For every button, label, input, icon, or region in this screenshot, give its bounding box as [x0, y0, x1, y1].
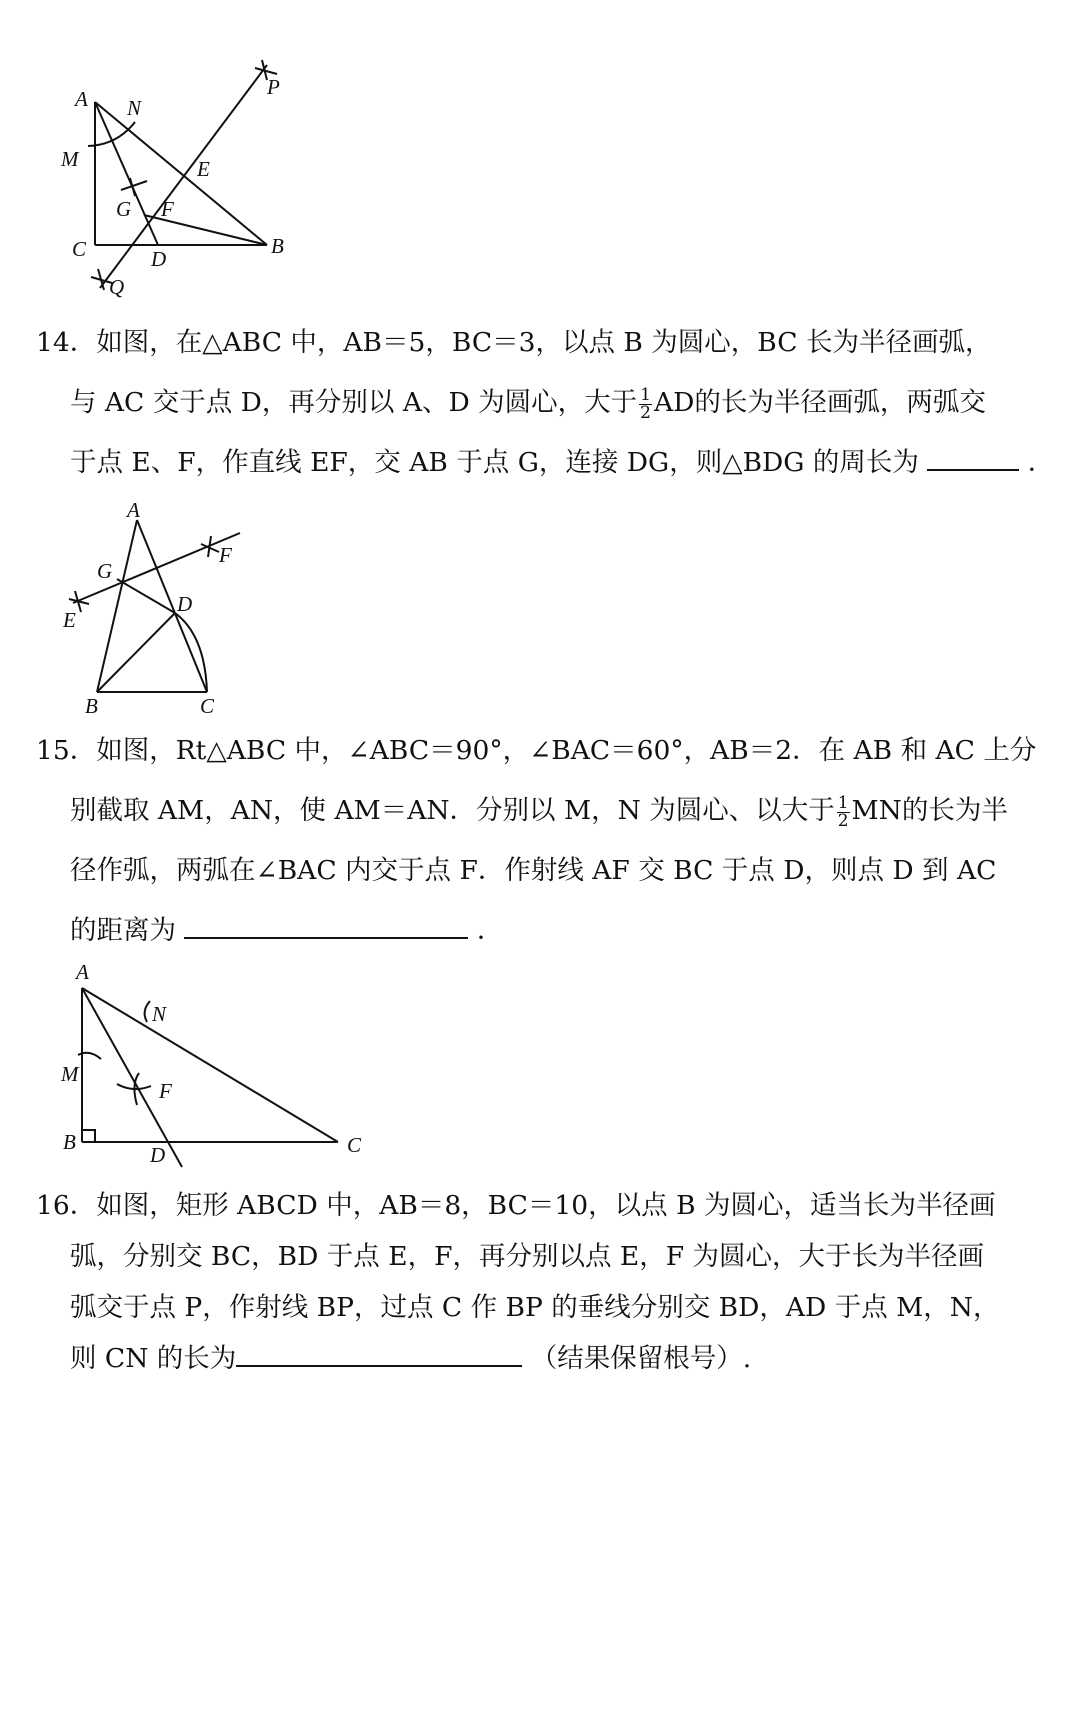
q16-text-3: 弧交于点 P，作射线 BP，过点 C 作 BP 的垂线分别交 BD，AD 于点 M，N， — [70, 1292, 1000, 1323]
q14-line3 — [36, 433, 1055, 493]
label-f: F — [161, 197, 174, 221]
q16-answer-blank[interactable] — [236, 1337, 522, 1367]
q14-answer-blank[interactable] — [927, 441, 1019, 471]
segment-ac — [137, 520, 207, 692]
label-d: D — [150, 1143, 166, 1167]
ray-af — [82, 988, 182, 1167]
q14-text-1: 如图，在△ABC 中，AB＝5，BC＝3，以点 B 为圆心，BC 长为半径画弧， — [96, 327, 992, 358]
segment-gd — [117, 579, 175, 613]
q16-number: 16． — [36, 1190, 97, 1221]
q15-frac-den: 2 — [837, 810, 849, 831]
segment-bd — [97, 613, 175, 692]
q14-frac-den: 2 — [640, 402, 651, 423]
label-p: P — [267, 75, 280, 99]
segment-ad — [95, 102, 158, 245]
q14-line1 — [36, 313, 1044, 373]
question-15 — [36, 721, 1044, 961]
line-pq — [100, 65, 267, 288]
figure-q14 — [55, 495, 255, 725]
segment-ab — [97, 520, 137, 692]
q14-text-2a: 与 AC 交于点 D，再分别以 A、D 为圆心，大于 — [70, 387, 638, 418]
q16-line2 — [36, 1231, 1044, 1282]
label-b: B — [271, 234, 284, 258]
q15-answer-blank[interactable] — [184, 909, 468, 939]
label-m: M — [61, 147, 79, 171]
label-d: D — [151, 247, 167, 271]
q15-number: 15． — [36, 735, 97, 766]
q14-line2 — [36, 373, 1044, 433]
label-m: M — [61, 1062, 79, 1086]
q14-number: 14． — [36, 327, 97, 358]
q15-text-1: 如图，Rt△ABC 中，∠ABC＝90°，∠BAC＝60°，AB＝2．在 AB 和 AC 上分 — [96, 735, 1037, 766]
label-f: F — [219, 543, 232, 567]
question-14 — [36, 313, 1055, 493]
label-g: G — [97, 559, 113, 583]
label-d: D — [177, 592, 193, 616]
q15-fraction — [837, 792, 850, 831]
q16-line3 — [36, 1282, 1044, 1333]
label-c: C — [200, 694, 215, 718]
q14-frac-num: 1 — [640, 384, 651, 405]
q14-text-3: 于点 E、F，作直线 EF，交 AB 于点 G，连接 DG，则△BDG 的周长为 — [70, 447, 919, 478]
label-b: B — [85, 694, 98, 718]
arc-mark-g — [121, 178, 147, 196]
q15-line3 — [36, 841, 1044, 901]
figure-q13 — [55, 50, 315, 310]
q14-end: ． — [1027, 447, 1055, 478]
label-g: G — [116, 197, 132, 221]
figure-q15 — [55, 955, 385, 1175]
label-a: A — [76, 960, 89, 984]
q16-text-4b: （结果保留根号）. — [530, 1343, 752, 1374]
q15-line1 — [36, 721, 1044, 781]
arc-n — [145, 1001, 150, 1022]
q15-text-2b: MN的长为半 — [851, 795, 1008, 826]
q16-line4 — [36, 1333, 1044, 1384]
label-a: A — [127, 498, 140, 522]
arc-mark-f — [201, 536, 219, 557]
label-n: N — [127, 96, 142, 120]
label-n: N — [152, 1002, 167, 1026]
q16-text-2: 弧，分别交 BC，BD 于点 E，F，再分别以点 E，F 为圆心，大于长为半径画 — [70, 1241, 985, 1272]
label-a: A — [75, 87, 88, 111]
label-e: E — [63, 608, 76, 632]
right-angle-mark — [82, 1130, 95, 1142]
q14-fraction — [639, 384, 652, 423]
segment-ac — [82, 988, 338, 1142]
label-q: Q — [109, 275, 125, 299]
q16-text-4a: 则 CN 的长为 — [70, 1343, 237, 1374]
q15-frac-num: 1 — [837, 792, 849, 813]
label-b: B — [63, 1130, 76, 1154]
question-16 — [36, 1180, 1044, 1384]
q16-text-1: 如图，矩形 ABCD 中，AB＝8，BC＝10，以点 B 为圆心，适当长为半径画 — [96, 1190, 996, 1221]
label-c: C — [347, 1133, 362, 1157]
label-c: C — [72, 237, 87, 261]
label-f: F — [159, 1079, 172, 1103]
q14-text-2b: AD的长为半径画弧，两弧交 — [654, 387, 986, 418]
q15-line4 — [36, 901, 1044, 961]
label-e: E — [197, 157, 210, 181]
q15-text-2a: 别截取 AM，AN，使 AM＝AN．分别以 M，N 为圆心、以大于 — [70, 795, 835, 826]
arc-mark-f — [117, 1073, 151, 1105]
q16-line1 — [36, 1180, 1044, 1231]
q15-line2 — [36, 781, 1044, 841]
q15-text-3: 径作弧，两弧在∠BAC 内交于点 F．作射线 AF 交 BC 于点 D，则点 D 到 AC — [70, 855, 997, 886]
q15-text-4: 的距离为 — [70, 915, 176, 946]
q15-end: ． — [476, 915, 504, 946]
